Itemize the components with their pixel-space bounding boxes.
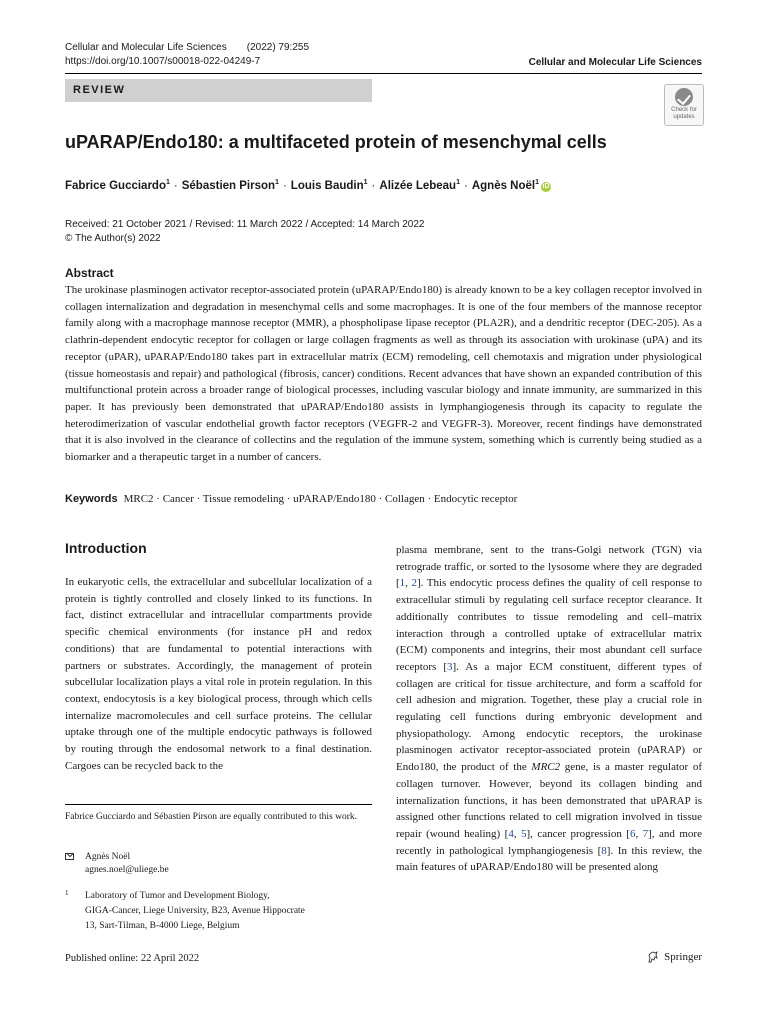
springer-horse-icon (647, 951, 659, 963)
journal-name-header: Cellular and Molecular Life Sciences (528, 57, 702, 68)
check-updates-icon (675, 88, 693, 106)
journal-reference (65, 41, 309, 69)
corresponding-author (65, 851, 169, 877)
keywords (65, 493, 517, 505)
author-name[interactable]: Agnès Noël (471, 179, 536, 192)
affiliation-line: GIGA-Cancer, Liege University, B23, Avenue Hippocrate (85, 906, 305, 916)
affiliation-number: 1 (65, 889, 69, 897)
orcid-icon[interactable]: iD (542, 182, 550, 190)
envelope-icon (65, 853, 74, 860)
doi-link[interactable]: https://doi.org/10.1007/s00018-022-04249-7 (65, 56, 261, 67)
citation-link[interactable]: 7 (642, 827, 649, 840)
citation-link[interactable]: 5 (521, 827, 527, 840)
citation-link[interactable]: 1 (399, 577, 406, 590)
affiliation-line: Laboratory of Tumor and Development Biology, (85, 891, 270, 901)
article-dates (65, 218, 424, 246)
author-name[interactable]: Sébastien Pirson (181, 179, 276, 192)
history-dates: Received: 21 October 2021 / Revised: 11 March 2022 / Accepted: 14 March 2022 (65, 219, 425, 230)
intro-right-column: plasma membrane, sent to the trans-Golgi network (TGN) via retrograde traffic, or sorted to the lysosome where they are degraded [1, 2]. This endocytic process defines the quality of cell response to extracellular stimuli by regulating cell surface receptor clearance. It additionally contributes to tissue remodeling and cell–matrix interaction through a controlled uptake of extracellular matrix (ECM) components and integrins, their most abundant cell surface receptors [3]. As a major ECM constituent, different types of collagen are critical for tissue architecture, and form a scaffold for cell adhesion and migration. Together, these play a crucial role in regulating cell functions during embryonic development and physiopathology. Among endocytic receptors, the urokinase plasminogen activator receptor-associated protein (uPARAP) or Endo180, the product of the MRC2 gene, is a master regulator of collagen turnover. However, beyond its collagen binding and internalization functions, it has been demonstrated that uPARAP is assigned other functions related to cell migration involved in tissue repair (wound healing) [4, 5], cancer progression [6, 7], and more recently in pathological lymphangiogenesis [8]. In this review, the main features of uPARAP/Endo180 will be presented along (396, 544, 703, 874)
author-affiliation-mark: 1 (275, 179, 279, 186)
corresponding-author-name: Agnès Noël (85, 852, 131, 862)
abstract-heading: Abstract (65, 266, 114, 280)
published-date: Published online: 22 April 2022 (65, 953, 200, 964)
keywords-list: MRC2 · Cancer · Tissue remodeling · uPARAP/Endo180 · Collagen · Endocytic receptor (123, 493, 518, 505)
citation-link[interactable]: 3 (446, 660, 453, 673)
copyright: © The Author(s) 2022 (65, 233, 161, 244)
section-heading-introduction: Introduction (65, 540, 147, 556)
author-affiliation-mark: 1 (456, 179, 460, 186)
affiliation-line: 13, Sart-Tilman, B-4000 Liege, Belgium (85, 921, 240, 931)
citation-link[interactable]: 8 (601, 844, 607, 857)
publisher-name: Springer (664, 951, 702, 963)
article-title: uPARAP/Endo180: a multifaceted protein of mesenchymal cells (65, 132, 607, 152)
equal-contribution-note: Fabrice Gucciardo and Sébastien Pirson are equally contributed to this work. (65, 812, 358, 822)
header-divider (65, 73, 702, 74)
citation-link[interactable]: 4 (508, 827, 514, 840)
author-name[interactable]: Alizée Lebeau (379, 179, 457, 192)
citation-link[interactable]: 6 (629, 827, 636, 840)
author-affiliation-mark: 1 (165, 179, 170, 186)
author-affiliation-mark: 1 (535, 179, 540, 186)
check-for-updates-button[interactable] (664, 84, 704, 126)
author-list: Fabrice Gucciardo$^1$ · Sébastien Pirson$^1$ · Louis Baudin$^1$ · Alizée Lebeau$^1$ · Agnès Noël$^1$iD (65, 179, 550, 192)
author-name[interactable]: Fabrice Gucciardo (65, 179, 166, 192)
publisher-logo (647, 951, 702, 963)
author-affiliation-mark: 1 (363, 179, 368, 186)
citation-link[interactable]: 2 (411, 577, 417, 590)
intro-left-column: In eukaryotic cells, the extracellular and subcellular localization of a protein is tightly controlled and closely linked to its functions. In fact, distinct extracellular and intracellular compartments provide specific chemical environments (for instance pH and redox conditions) that are fundamental to potential interactions with partners or substrates. Accordingly, the management of protein subcellular localization plays a vital role in protein regulation. In this context, endocytosis is a key biological process, through which cells internalize macromolecules and cell surface proteins. The cellular uptake through one of the multiple endocytic pathways is followed by routing through the endosomal network to a final destination. Cargoes can be recycled back to the (65, 576, 372, 772)
abstract-text: The urokinase plasminogen activator receptor-associated protein (uPARAP/Endo180) is already known to be a key collagen receptor involved in collagen internalization and degradation in mesenchymal cells and some macrophages. It is one of the four members of the mannose receptor family along with a macrophage mannose receptor (MMR), a phospholipase lipase receptor (PLA2R), and a dendritic receptor (DEC-205). As a clathrin-dependent endocytic receptor for collagen or large collagen fragments as well as through its association with urokinase (uPA) and its receptor (uPAR), uPARAP/Endo180 takes part in extracellular matrix (ECM) remodeling, cell chemotaxis and migration under physiological (tissue homeostasis and repair) and pathological (fibrosis, cancer) conditions. Recent advances that have shown an expanded contribution of this multifunctional protein across a broader range of biological processes, including vascular biology and innate immunity, are summarized in this paper. It has previously been demonstrated that uPARAP/Endo180 assists in lymphangiogenesis through its capacity to regulate the heterodimerization of vascular endothelial growth factor receptors (VEGFR-2 and VEGFR-3). Moreover, recent findings have demonstrated that it is also involved in the clearance of collectins and the regulation of the immune system, something which is currently being studied as a biomarker and a therapeutic target in a number of cancers. (65, 284, 702, 464)
footnote-divider (65, 804, 372, 805)
citation: (2022) 79:255 (246, 42, 310, 53)
journal-name: Cellular and Molecular Life Sciences (65, 42, 227, 53)
check-updates-label: Check for updates (671, 107, 697, 120)
gene-name: MRC2 (531, 761, 561, 774)
keywords-label: Keywords (65, 493, 118, 505)
author-name[interactable]: Louis Baudin (290, 179, 364, 192)
affiliation (65, 889, 355, 934)
corresponding-author-email[interactable]: agnes.noel@uliege.be (85, 865, 169, 875)
article-type-badge: REVIEW (65, 79, 372, 102)
